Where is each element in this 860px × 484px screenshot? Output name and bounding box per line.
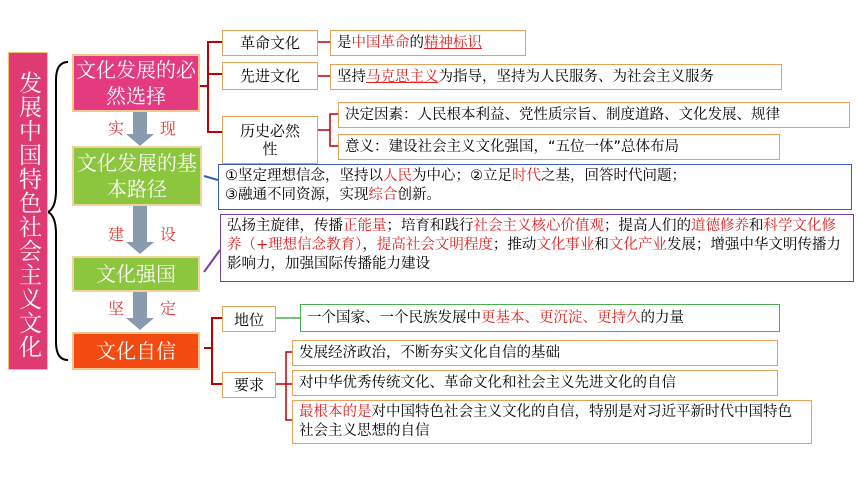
arrow-shaft-2 (133, 204, 147, 244)
path-l2a: ③融通不同资源，实现 (225, 187, 369, 203)
text-decisive-factors: 决定因素：人民根本利益、党性质宗旨、制度道路、文化发展、规律 (338, 102, 850, 128)
path-l1c: 为中心；②立足 (412, 168, 512, 184)
text-req-2: 对中华优秀传统文化、革命文化和社会主义先进文化的自信 (292, 370, 778, 396)
text-req-3 (292, 400, 812, 444)
diwei-t3: 的力量 (640, 309, 684, 326)
stage-cultural-confidence: 文化自信 (72, 332, 200, 370)
text-significance: 意义：建设社会主义文化强国，“五位一体”总体布局 (338, 134, 780, 160)
text-cultural-power (220, 214, 854, 282)
strong-b: 正能量 (343, 218, 387, 234)
diwei-t1: 一个国家、一个民族发展中 (307, 309, 481, 326)
text-req-1: 发展经济政治，不断夯实文化自信的基础 (292, 340, 778, 366)
bracket-s1 (200, 42, 222, 132)
strong-d: 社会主义核心价值观 (473, 218, 604, 234)
arrow-shaft-1 (133, 110, 147, 136)
t-xianjin-3: 为指导，坚持为人民服务、为社会主义服务 (438, 68, 714, 85)
strong-g: 和 (749, 218, 764, 234)
req3-b: 对中国特色社会主义文化的自信，特别是对习近平新时代中国特色社会主义思想的自信 (299, 404, 792, 439)
strong-f: 道德修养 (691, 218, 749, 234)
label-revolutionary-culture: 革命文化 (222, 30, 318, 56)
bracket-yaoqiu (276, 352, 292, 420)
strong-j: 提高社会文明程度 (376, 237, 493, 253)
label-historical-necessity: 历史必然性 (222, 116, 318, 164)
label-status: 地位 (222, 306, 276, 332)
diwei-t2: 更基本、更沉淀、更持久 (481, 309, 641, 326)
strong-i: ， (362, 237, 377, 253)
path-l1e: 之基，回答时代问题； (541, 168, 686, 184)
stage-necessary-choice: 文化发展的必然选择 (72, 54, 200, 112)
arrow-head-2 (126, 242, 154, 254)
t-xianjin-1: 坚持 (337, 68, 366, 85)
strong-c: ；培育和践行 (386, 218, 474, 234)
relation-xian: 现 (160, 119, 177, 138)
t-geming-2: 中国革命 (351, 34, 410, 51)
path-l1a: ①坚定理想信念，坚持以 (225, 168, 383, 184)
relation-jian: 建 (108, 225, 125, 244)
main-title: 发展中国特色社会主义文化 (8, 52, 48, 370)
strong-e: ；提高人们的 (604, 218, 691, 234)
path-l2c: 创新。 (397, 187, 441, 203)
t-geming-3: 的 (409, 34, 424, 51)
t-xianjin-2: 马克思主义 (366, 68, 439, 85)
link-path (204, 176, 218, 180)
path-l1b: 人民 (383, 168, 412, 184)
strong-k: ；推动 (492, 237, 537, 253)
relation-ding: 定 (160, 299, 177, 318)
relation-she: 设 (160, 225, 177, 244)
strong-l: 文化事业 (536, 237, 595, 253)
path-l2b: 综合 (368, 187, 398, 203)
strong-o: 发展；增强中华文明传播力影响力，加强国际传播能力建设 (227, 237, 841, 272)
arrow-shaft-3 (133, 290, 147, 320)
left-brace (48, 62, 68, 360)
text-status (300, 304, 780, 332)
bracket-s4 (204, 318, 222, 384)
label-advanced-culture: 先进文化 (222, 62, 318, 90)
t-geming-1: 是 (337, 34, 352, 51)
label-requirements: 要求 (222, 372, 276, 398)
relation-jian2: 坚 (108, 299, 125, 318)
text-advanced-culture (330, 64, 782, 90)
strong-m: 和 (594, 237, 609, 253)
text-revolutionary-culture (330, 30, 526, 56)
stage-cultural-power: 文化强国 (72, 256, 200, 292)
link-strong (204, 250, 220, 272)
t-geming-4: 精神标识 (424, 34, 482, 51)
strong-h: 科学文化修养（+理想信念教育） (227, 218, 836, 253)
path-l1d: 时代 (512, 168, 541, 184)
stage-basic-path: 文化发展的基本路径 (72, 146, 202, 206)
req3-a: 最根本的是 (299, 404, 372, 420)
arrow-head-1 (126, 134, 154, 146)
relation-shi: 实 (108, 119, 125, 138)
text-basic-path (218, 164, 852, 210)
strong-n: 文化产业 (608, 237, 667, 253)
arrow-head-3 (126, 318, 154, 330)
strong-a: 弘扬主旋律，传播 (227, 218, 343, 234)
bracket-lishi (318, 114, 338, 146)
